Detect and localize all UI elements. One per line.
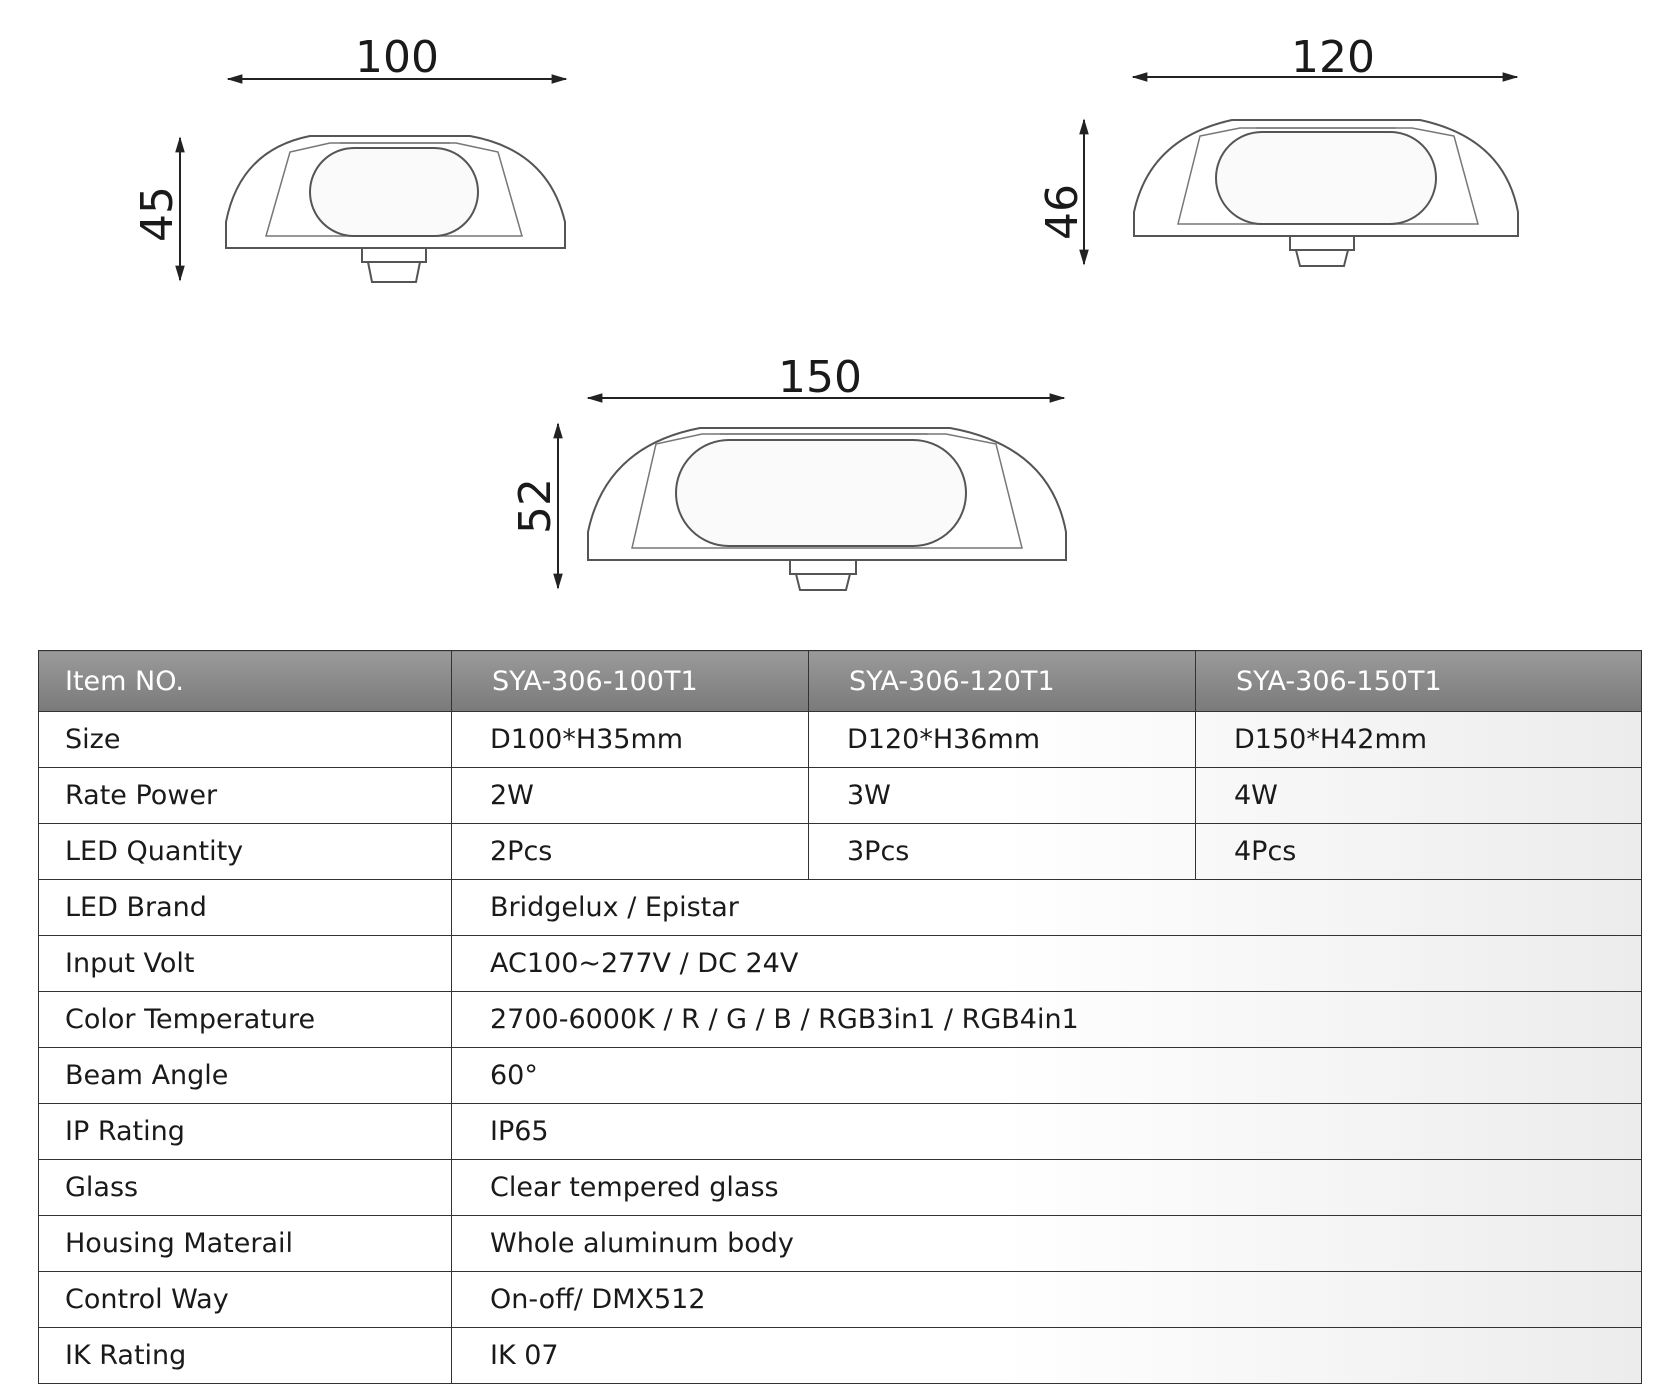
row-label: IP Rating: [39, 1104, 452, 1160]
cell-value: AC100~277V / DC 24V: [452, 936, 1642, 992]
lamp-outline: [1134, 120, 1518, 266]
cell-value: 4Pcs: [1196, 824, 1642, 880]
width-label: 100: [355, 32, 439, 83]
table-row-control-way: [39, 1272, 1642, 1328]
table-row-size: [39, 712, 1642, 768]
header-model-100t1: SYA-306-100T1: [452, 651, 809, 712]
cell-value: Clear tempered glass: [452, 1160, 1642, 1216]
row-label: Beam Angle: [39, 1048, 452, 1104]
table-row-rate-power: [39, 768, 1642, 824]
cell-value: 60°: [452, 1048, 1642, 1104]
cell-value: 4W: [1196, 768, 1642, 824]
table-row-led-quantity: [39, 824, 1642, 880]
drawing-100t1: [132, 32, 566, 282]
row-label: Glass: [39, 1160, 452, 1216]
table-row-color-temperature: [39, 992, 1642, 1048]
table-row-housing-material: [39, 1216, 1642, 1272]
cell-value: IK 07: [452, 1328, 1642, 1384]
row-label: Housing Materail: [39, 1216, 452, 1272]
table-row-ik-rating: [39, 1328, 1642, 1384]
header-item-no: Item NO.: [39, 651, 452, 712]
table-row-glass: [39, 1160, 1642, 1216]
height-label: 45: [132, 186, 183, 242]
row-label: Size: [39, 712, 452, 768]
table-row-led-brand: [39, 880, 1642, 936]
cell-value: D150*H42mm: [1196, 712, 1642, 768]
height-label: 46: [1037, 184, 1088, 240]
width-label: 150: [778, 352, 862, 403]
header-model-120t1: SYA-306-120T1: [809, 651, 1196, 712]
technical-drawings: [0, 0, 1678, 640]
cell-value: Bridgelux / Epistar: [452, 880, 1642, 936]
row-label: Control Way: [39, 1272, 452, 1328]
cell-value: 2W: [452, 768, 809, 824]
cell-value: Whole aluminum body: [452, 1216, 1642, 1272]
cell-value: 2Pcs: [452, 824, 809, 880]
row-label: LED Brand: [39, 880, 452, 936]
width-label: 120: [1291, 32, 1375, 83]
drawing-150t1: [510, 352, 1066, 590]
row-label: Color Temperature: [39, 992, 452, 1048]
row-label: LED Quantity: [39, 824, 452, 880]
cell-value: 3W: [809, 768, 1196, 824]
table-row-input-volt: [39, 936, 1642, 992]
row-label: Input Volt: [39, 936, 452, 992]
cell-value: IP65: [452, 1104, 1642, 1160]
row-label: Rate Power: [39, 768, 452, 824]
height-label: 52: [510, 478, 561, 534]
cell-value: On-off/ DMX512: [452, 1272, 1642, 1328]
table-row-beam-angle: [39, 1048, 1642, 1104]
cell-value: 2700-6000K / R / G / B / RGB3in1 / RGB4in1: [452, 992, 1642, 1048]
row-label: IK Rating: [39, 1328, 452, 1384]
cell-value: D100*H35mm: [452, 712, 809, 768]
table-header-row: [39, 651, 1642, 712]
specification-table: [38, 650, 1642, 1384]
cell-value: 3Pcs: [809, 824, 1196, 880]
drawing-120t1: [1037, 32, 1518, 266]
lamp-outline: [588, 428, 1066, 590]
table-row-ip-rating: [39, 1104, 1642, 1160]
header-model-150t1: SYA-306-150T1: [1196, 651, 1642, 712]
cell-value: D120*H36mm: [809, 712, 1196, 768]
lamp-outline: [226, 136, 565, 282]
